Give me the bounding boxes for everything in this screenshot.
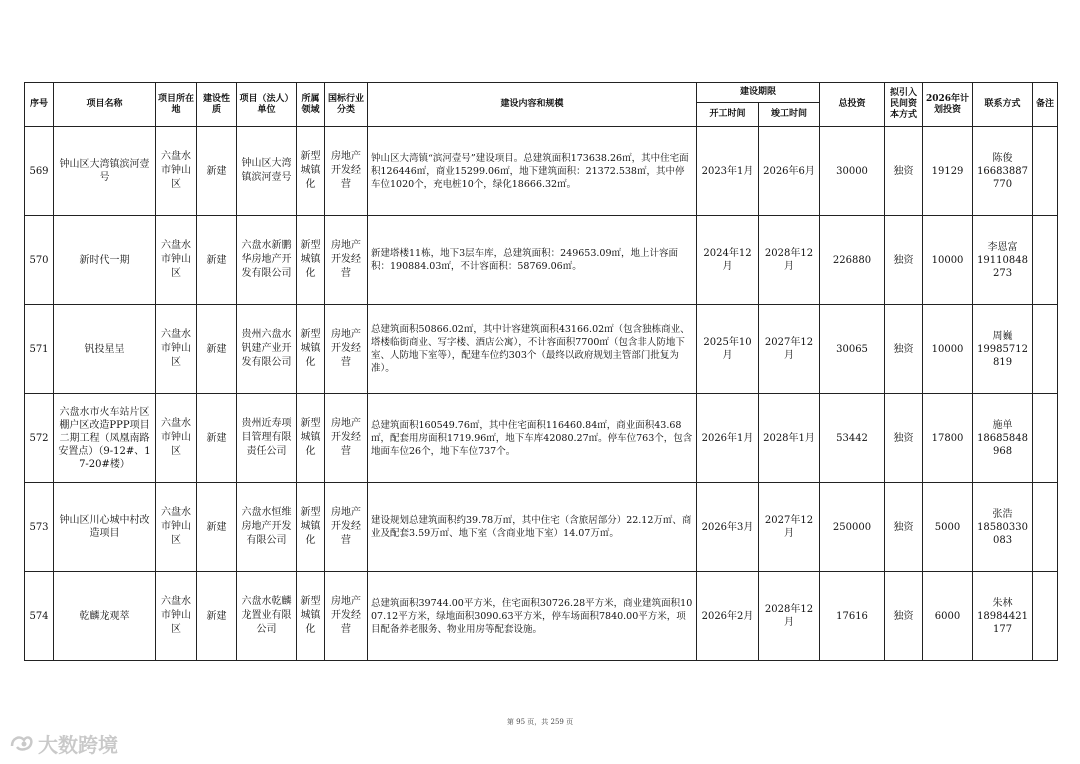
cell-contact [973,572,1033,661]
contact-name: 施单 [992,419,1013,431]
cell-end: 2028年12月 [759,572,820,661]
cell-start: 2026年3月 [697,483,759,572]
header-row [25,83,1058,103]
cell-contact [973,305,1033,394]
cell-private: 独资 [885,572,923,661]
cell-unit: 六盘水恒维房地产开发有限公司 [237,483,297,572]
table-row [25,305,1058,394]
cell-industry: 房地产开发经营 [325,127,368,216]
cell-industry: 房地产开发经营 [325,483,368,572]
cell-content: 总建筑面积39744.00平方米，住宅面积30726.28平方米，商业建筑面积1007.12平方米，绿地面积3090.63平方米，停车场面积7840.00平方米，项目配备养老服务、物业用房等配套设施。 [368,572,697,661]
cell-name: 新时代一期 [54,216,156,305]
contact-name: 李恩富 [987,241,1018,253]
cell-name: 钟山区川心城中村改造项目 [54,483,156,572]
cell-unit: 贵州六盘水钒建产业开发有限公司 [237,305,297,394]
header-plan: 2026年计划投资 [923,83,973,127]
cell-private: 独资 [885,216,923,305]
cell-plan: 10000 [923,216,973,305]
header-start: 开工时间 [697,103,759,127]
cell-end: 2028年12月 [759,216,820,305]
cell-invest: 226880 [820,216,885,305]
cell-location: 六盘水市钟山区 [156,127,197,216]
cell-remark [1033,394,1058,483]
cell-nature: 新建 [197,305,237,394]
cell-contact [973,483,1033,572]
cell-industry: 房地产开发经营 [325,394,368,483]
cell-industry: 房地产开发经营 [325,572,368,661]
cell-end: 2027年12月 [759,305,820,394]
cell-unit: 贵州近寿项目管理有限责任公司 [237,394,297,483]
header-contact: 联系方式 [973,83,1033,127]
table-row [25,394,1058,483]
contact-phone: 19985712819 [977,343,1028,368]
cell-unit: 钟山区大湾镇滨河壹号 [237,127,297,216]
cell-nature: 新建 [197,483,237,572]
cell-remark [1033,127,1058,216]
header-location: 项目所在地 [156,83,197,127]
contact-name: 周巍 [992,330,1013,342]
header-invest: 总投资 [820,83,885,127]
cell-nature: 新建 [197,394,237,483]
watermark-text: 大数跨境 [38,732,118,757]
cell-nature: 新建 [197,572,237,661]
cell-plan: 6000 [923,572,973,661]
cell-private: 独资 [885,483,923,572]
cell-contact [973,216,1033,305]
cell-private: 独资 [885,305,923,394]
contact-phone: 18580330083 [977,521,1028,546]
cell-seq: 571 [25,305,54,394]
header-unit: 项目（法人）单位 [237,83,297,127]
cell-location: 六盘水市钟山区 [156,216,197,305]
header-field: 所属领域 [297,83,325,127]
header-content: 建设内容和规模 [368,83,697,127]
cell-field: 新型城镇化 [297,394,325,483]
cell-name: 六盘水市火车站片区棚户区改造PPP项目二期工程（凤凰南路安置点）（9-12#、17-20#楼） [54,394,156,483]
header-seq: 序号 [25,83,54,127]
cell-invest: 30000 [820,127,885,216]
cell-plan: 17800 [923,394,973,483]
header-remark: 备注 [1033,83,1058,127]
cell-unit: 六盘水乾麟龙置业有限公司 [237,572,297,661]
cell-field: 新型城镇化 [297,483,325,572]
cell-remark [1033,305,1058,394]
cell-content: 总建筑面积50866.02㎡，其中计容建筑面积43166.02㎡（包含独栋商业、塔楼临街商业、写字楼、酒店公寓），不计容面积7700㎡（包含非人防地下室、人防地下室等），配建车位约303个（最终以政府规划主管部门批复为准）。 [368,305,697,394]
cell-field: 新型城镇化 [297,305,325,394]
cell-seq: 569 [25,127,54,216]
cell-end: 2026年6月 [759,127,820,216]
cell-content: 总建筑面积160549.76㎡，其中住宅面积116460.84㎡，商业面积43.68㎡，配套用房面积1719.96㎡，地下车库42080.27㎡。停车位763个，包含地面车位26个，地下车位737个。 [368,394,697,483]
contact-phone: 16683887770 [977,165,1028,190]
cell-name: 钟山区大湾镇滨河壹号 [54,127,156,216]
cell-seq: 570 [25,216,54,305]
cell-end: 2028年1月 [759,394,820,483]
cell-plan: 10000 [923,305,973,394]
cell-seq: 574 [25,572,54,661]
cell-location: 六盘水市钟山区 [156,483,197,572]
cell-invest: 53442 [820,394,885,483]
header-private: 拟引入民间资本方式 [885,83,923,127]
contact-name: 陈俊 [992,152,1013,164]
cell-field: 新型城镇化 [297,127,325,216]
cell-plan: 5000 [923,483,973,572]
cell-end: 2027年12月 [759,483,820,572]
cell-remark [1033,572,1058,661]
cell-content: 建设规划总建筑面积约39.78万㎡，其中住宅（含旅居部分）22.12万㎡、商业及配套3.59万㎡、地下室（含商业地下室）14.07万㎡。 [368,483,697,572]
cell-seq: 572 [25,394,54,483]
cell-contact [973,394,1033,483]
watermark-logo-icon [8,732,34,754]
header-period: 建设期限 [697,83,820,103]
cell-private: 独资 [885,394,923,483]
contact-name: 朱林 [992,597,1013,609]
cell-remark [1033,216,1058,305]
cell-name: 钒投星呈 [54,305,156,394]
page-footer: 第 95 页，共 259 页 [506,718,574,726]
table-row [25,216,1058,305]
cell-seq: 573 [25,483,54,572]
table-row [25,127,1058,216]
cell-industry: 房地产开发经营 [325,216,368,305]
contact-name: 张浩 [992,508,1013,520]
watermark [8,728,118,758]
cell-nature: 新建 [197,127,237,216]
cell-start: 2023年1月 [697,127,759,216]
cell-name: 乾麟龙观萃 [54,572,156,661]
cell-remark [1033,483,1058,572]
table-row [25,483,1058,572]
contact-phone: 19110848273 [977,254,1028,279]
header-industry: 国标行业分类 [325,83,368,127]
cell-contact [973,127,1033,216]
cell-invest: 30065 [820,305,885,394]
header-end: 竣工时间 [759,103,820,127]
cell-private: 独资 [885,127,923,216]
cell-field: 新型城镇化 [297,216,325,305]
cell-start: 2026年2月 [697,572,759,661]
cell-start: 2026年1月 [697,394,759,483]
cell-nature: 新建 [197,216,237,305]
table-row [25,572,1058,661]
cell-field: 新型城镇化 [297,572,325,661]
cell-plan: 19129 [923,127,973,216]
cell-location: 六盘水市钟山区 [156,394,197,483]
project-table [24,82,1058,661]
cell-start: 2025年10月 [697,305,759,394]
cell-location: 六盘水市钟山区 [156,572,197,661]
cell-industry: 房地产开发经营 [325,305,368,394]
cell-content: 新建塔楼11栋，地下3层车库，总建筑面积：249653.09㎡，地上计容面积：190884.03㎡，不计容面积：58769.06㎡。 [368,216,697,305]
contact-phone: 18685848968 [977,432,1028,457]
cell-invest: 250000 [820,483,885,572]
header-nature: 建设性质 [197,83,237,127]
cell-location: 六盘水市钟山区 [156,305,197,394]
cell-invest: 17616 [820,572,885,661]
contact-phone: 18984421177 [977,610,1028,635]
header-name: 项目名称 [54,83,156,127]
cell-unit: 六盘水新鹏华房地产开发有限公司 [237,216,297,305]
cell-start: 2024年12月 [697,216,759,305]
cell-content: 钟山区大湾镇“滨河壹号”建设项目。总建筑面积173638.26㎡，其中住宅面积126446㎡，商业15299.06㎡，地下建筑面积：21372.538㎡，其中停车位1020个，充电桩10个，绿化18666.32㎡。 [368,127,697,216]
